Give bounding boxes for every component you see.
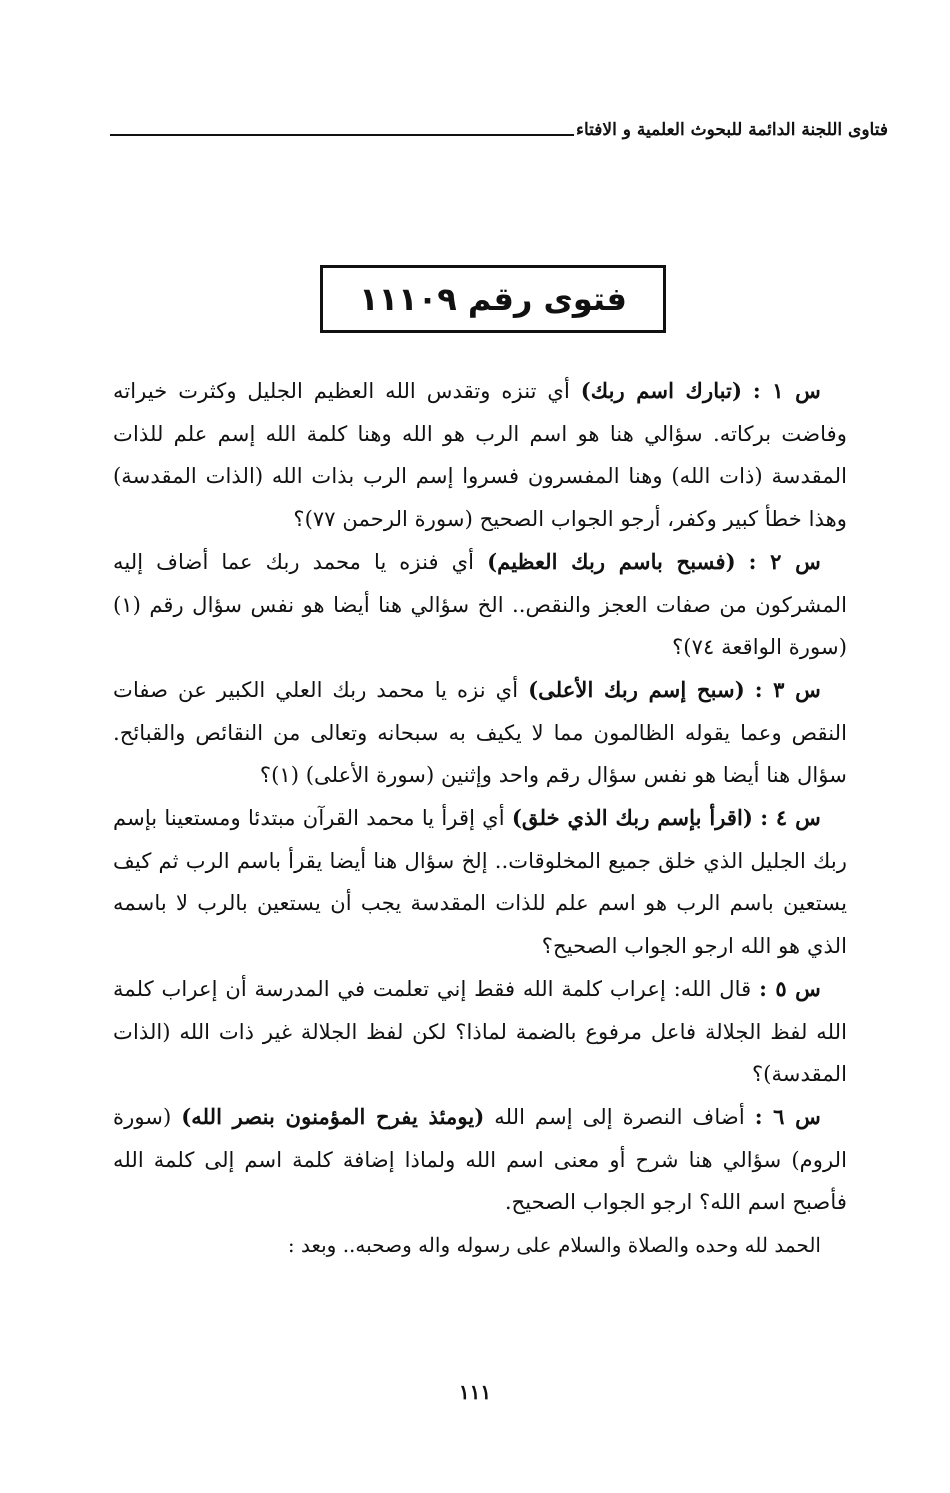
running-header [110,112,888,142]
question-quote: (فسبح باسم ربك العظيم) [487,548,736,574]
question-quote: (سبح إسم ربك الأعلى) [528,676,745,702]
page-number: ١١١ [458,1380,492,1404]
question-label: س ٢ : [748,548,821,574]
closing-line: الحمد لله وحده والصلاة والسلام على رسوله واله وصحبه.. وبعد : [287,1233,821,1258]
question-4 [113,797,847,968]
question-quote: (تبارك اسم ربك) [580,378,742,403]
question-label: س ٦ : [754,1103,821,1129]
fatwa-title-box [320,265,666,333]
questions-body [113,370,847,1267]
question-quote: (يومئذ يفرح المؤمنون بنصر الله) [181,1103,485,1129]
fatwa-title: فتوى رقم ١١١٠٩ [359,280,627,318]
question-1 [113,370,847,541]
question-text: قال الله: إعراب كلمة الله فقط إني تعلمت في المدرسة أن إعراب كلمة الله لفظ الجلالة فاعل مرفوع بالضمة لماذا؟ لكن لفظ الجلالة غير ذات الله (الذات المقدسة)؟ [113,975,847,1087]
question-text: أي نزه يا محمد ربك العلي الكبير عن صفات النقص وعما يقوله الظالمون مما لا يكيف به سبحانه وتعالى من النقائص والقبائح. سؤال هنا أيضا هو نفس سؤال رقم واحد وإثنين (سورة الأعلى) (١)؟ [113,676,847,788]
header-rule [110,134,574,136]
question-text: أي فنزه يا محمد ربك عما أضاف إليه المشركون من صفات العجز والنقص.. الخ سؤالي هنا أيضا هو نفس سؤال رقم (١) (سورة الواقعة ٧٤)؟ [113,548,847,660]
question-6 [113,1096,847,1224]
question-label: س ٤ : [760,805,821,831]
question-text: أي إقرأ يا محمد القرآن مبتدئا ومستعينا بإسم ربك الجليل الذي خلق جميع المخلوقات.. إلخ سؤال هنا أيضا يقرأ باسم الرب ثم كيف يستعين باسم الرب هو اسم علم للذات المقدسة يجب أن يستعين بالرب لا باسمه الذي هو الله ارجو الجواب الصحيح؟ [113,805,847,959]
question-2 [113,541,847,669]
question-text: (سورة الروم) سؤالي هنا شرح أو معنى اسم الله ولماذا إضافة كلمة اسم إلى كلمة الله فأصبح اسم الله؟ ارجو الجواب الصحيح. [113,1103,847,1215]
question-text: أي تنزه وتقدس الله العظيم الجليل وكثرت خيراته وفاضت بركاته. سؤالي هنا هو اسم الرب هو الله وهنا كلمة الله إسم علم للذات المقدسة (ذات الله) وهنا المفسرون فسروا إسم الرب بذات الله (الذات المقدسة) وهذا خطأ كبير وكفر، أرجو الجواب الصحيح (سورة الرحمن ٧٧)؟ [113,378,847,532]
running-header-title: فتاوى اللجنة الدائمة للبحوث العلمية و الافتاء [576,120,888,140]
question-quote: (اقرأ بإسم ربك الذي خلق) [511,805,753,831]
question-label: س ٣ : [754,676,821,702]
question-5 [113,968,847,1096]
question-3 [113,669,847,797]
question-label: س ٥ : [759,975,821,1001]
question-pre-text: أضاف النصرة إلى إسم الله [494,1103,745,1129]
question-label: س ١ : [752,378,821,403]
